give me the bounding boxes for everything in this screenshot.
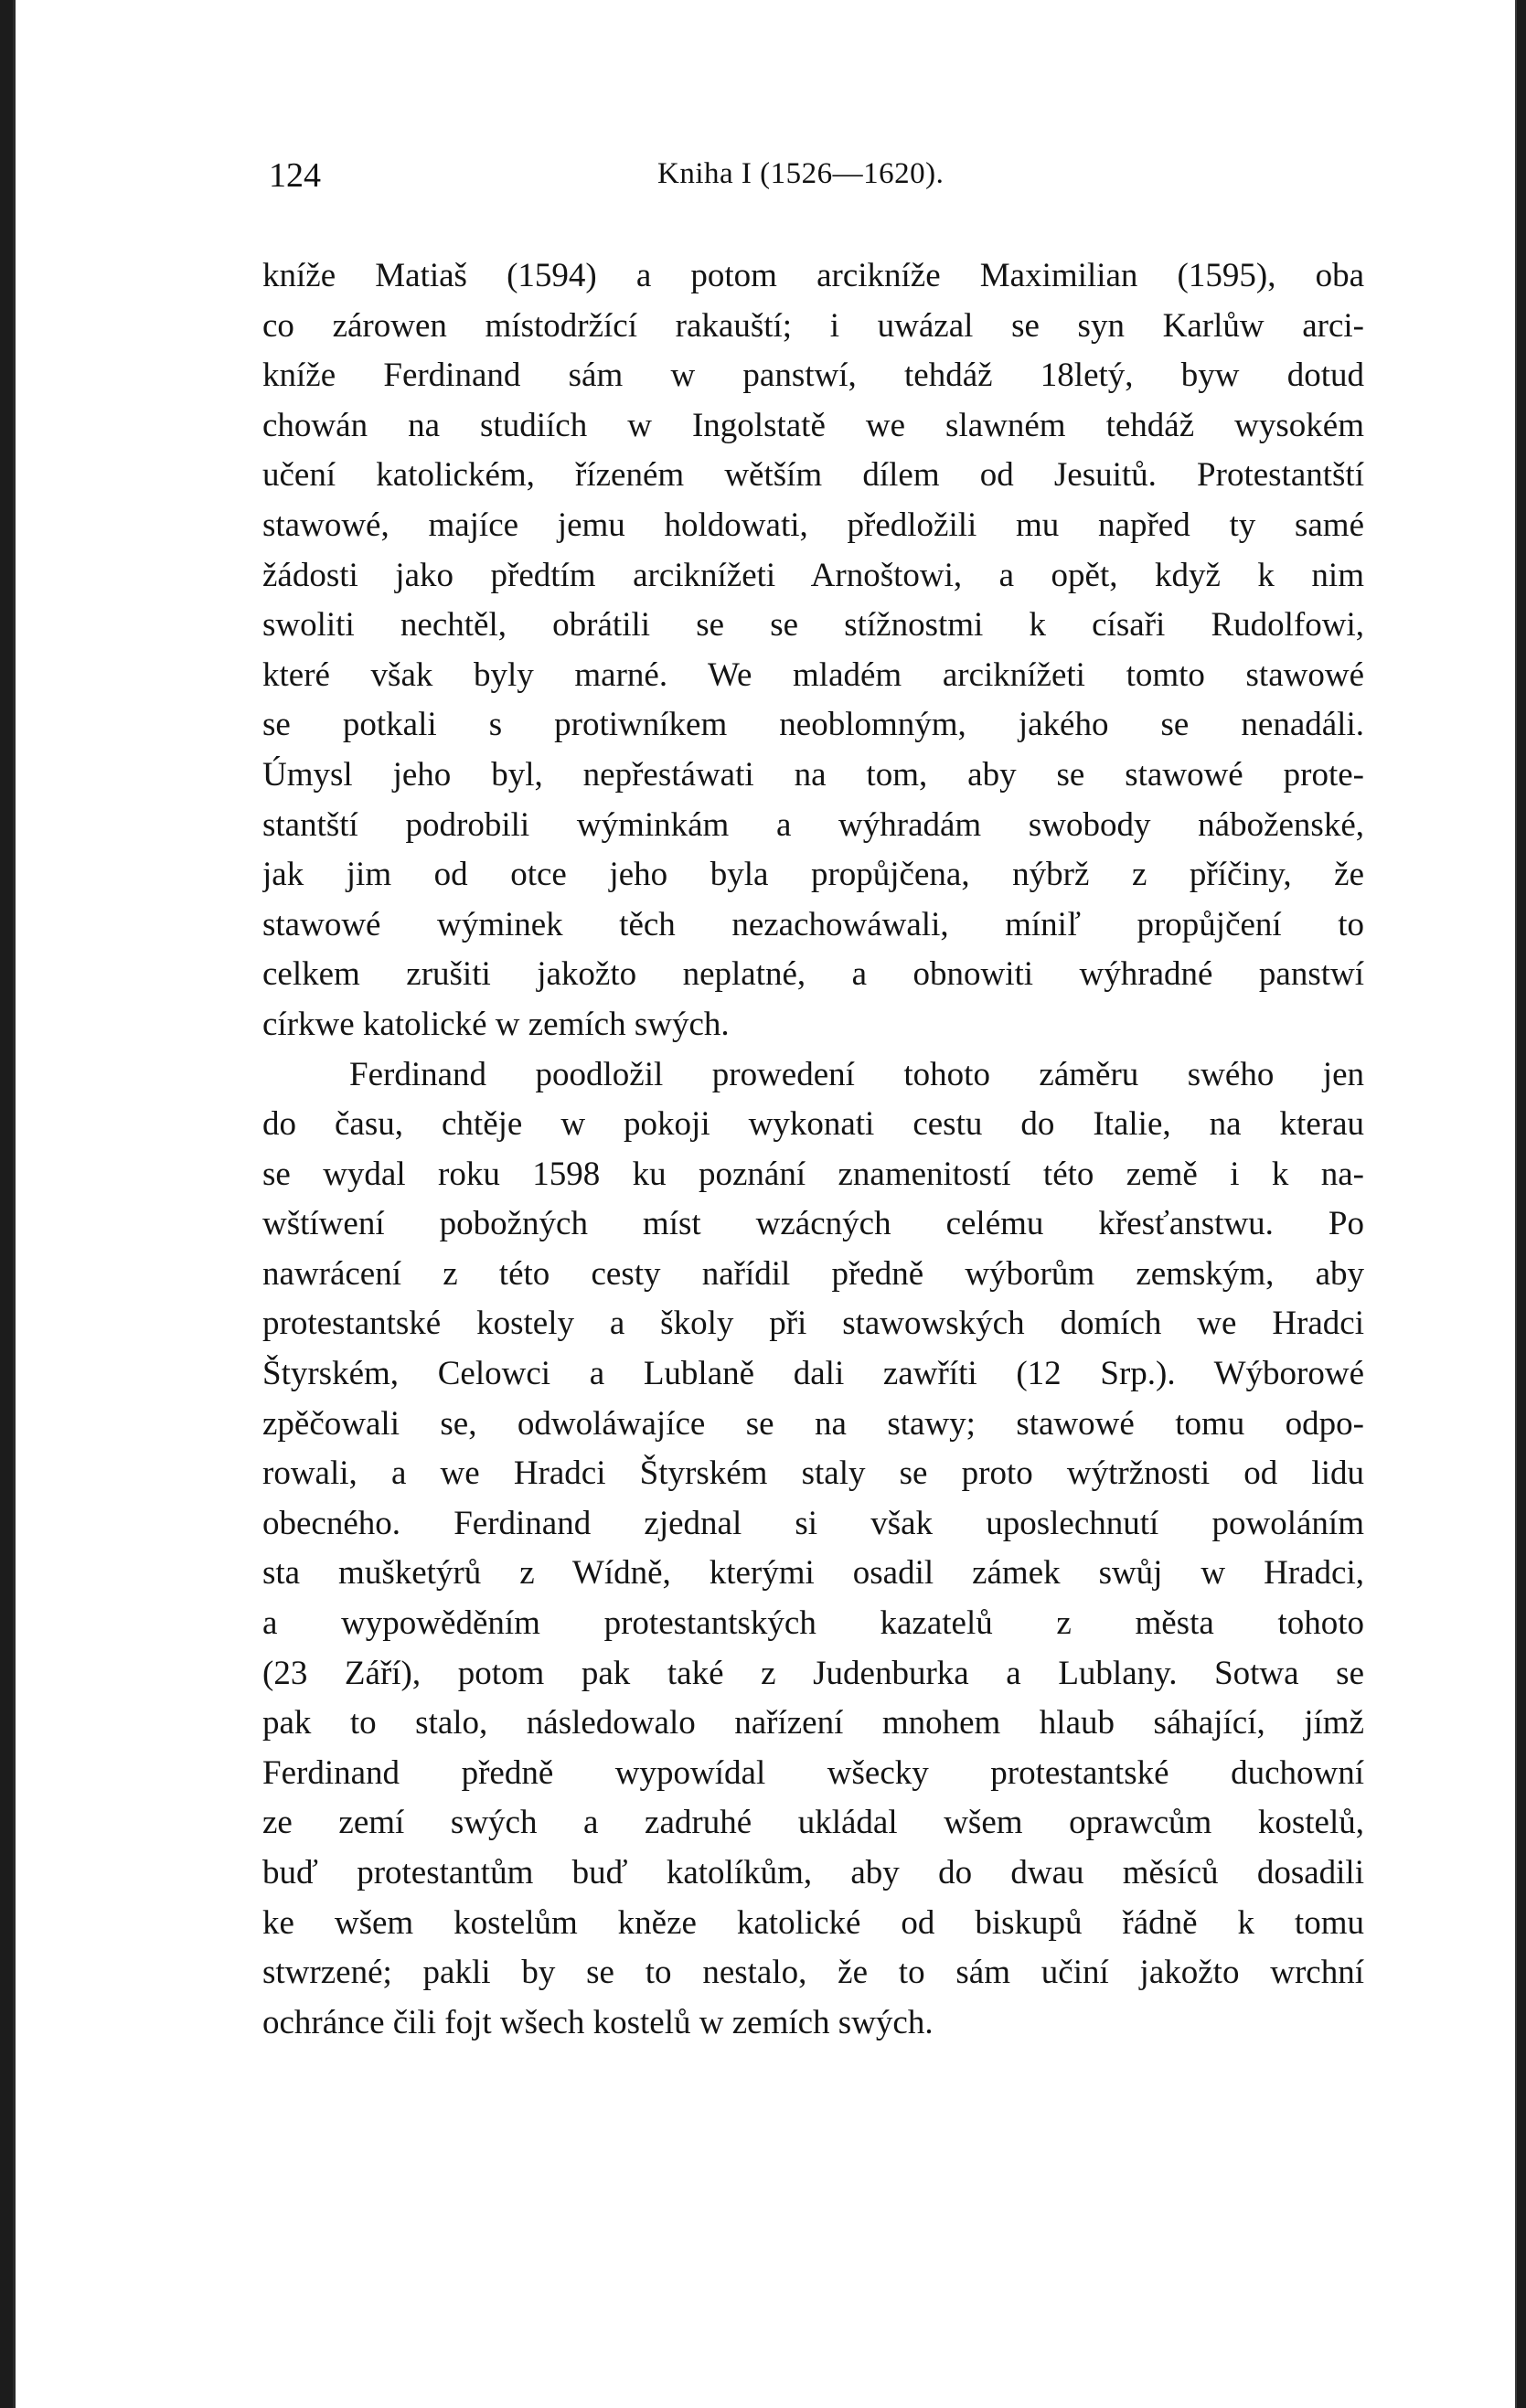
text-line: ke wšem kostelům kněze katolické od biskupů řádně k tomu xyxy=(262,1903,1364,1942)
text-line: pak to stalo, následowalo nařízení mnohem hlaub sáhající, jímž xyxy=(262,1704,1364,1742)
text-line: buď protestantům buď katolíkům, aby do dwau měsíců dosadili xyxy=(262,1854,1364,1891)
text-line: wštíwení pobožných míst wzácných celému křesťanstwu. Po xyxy=(262,1205,1364,1243)
text-line: Ferdinand poodložil prowedení tohoto záměru swého jen xyxy=(349,1055,1364,1093)
text-line: žádosti jako předtím arciknížeti Arnoštowi, a opět, když k nim xyxy=(262,556,1364,594)
text-line: Ferdinand předně wypowídal wšecky protestantské duchowní xyxy=(262,1753,1364,1792)
text-line: a wypowěděním protestantských kazatelů z města tohoto xyxy=(262,1604,1364,1643)
page-header xyxy=(249,155,1364,210)
book-page xyxy=(13,0,1517,2408)
text-line: rowali, a we Hradci Štyrském staly se proto wýtržnosti od lidu xyxy=(262,1454,1364,1493)
text-line: se wydal roku 1598 ku poznání znamenitostí této země i k na- xyxy=(262,1155,1364,1193)
text-line: co zárowen místodržící rakauští; i uwázal se syn Karlůw arci- xyxy=(262,306,1364,345)
text-line: které však byly marné. We mladém arciknížeti tomto stawowé xyxy=(262,655,1364,694)
text-line: chowán na studiích w Ingolstatě we slawném tehdáž wysokém xyxy=(262,406,1364,444)
text-line: protestantské kostely a školy při stawowských domích we Hradci xyxy=(262,1305,1364,1343)
text-line: jak jim od otce jeho byla propůjčena, nýbrž z příčiny, že xyxy=(262,856,1364,894)
text-line: stantští podrobili wýminkám a wýhradám swobody náboženské, xyxy=(262,805,1364,844)
text-line: do času, chtěje w pokoji wykonati cestu do Italie, na kterau xyxy=(262,1105,1364,1144)
text-line: sta mušketýrů z Wídně, kterými osadil zámek swůj w Hradci, xyxy=(262,1554,1364,1593)
text-line: obecného. Ferdinand zjednal si však uposlechnutí powoláním xyxy=(262,1504,1364,1542)
paragraph-1 xyxy=(262,251,1364,1050)
text-line: (23 Září), potom pak také z Judenburka a Lublany. Sotwa se xyxy=(262,1654,1364,1692)
text-line: církwe katolické w zemích swých. xyxy=(262,1005,730,1043)
text-line: učení katolickém, řízeném wětším dílem od Jesuitů. Protestantští xyxy=(262,456,1364,495)
paragraph-2 xyxy=(262,1050,1364,2049)
text-line: kníže Matiaš (1594) a potom arcikníže Maximilian (1595), oba xyxy=(262,257,1364,294)
text-line: swoliti nechtěl, obrátili se se stížnostmi k císaři Rudolfowi, xyxy=(262,606,1364,645)
text-line: stawowé wýminek těch nezachowáwali, míniľ propůjčení to xyxy=(262,905,1364,943)
text-line: se potkali s protiwníkem neoblomným, jakého se nenadáli. xyxy=(262,706,1364,744)
text-line: Úmysl jeho byl, nepřestáwati na tom, aby se stawowé prote- xyxy=(262,755,1364,794)
text-line: Štyrském, Celowci a Lublaně dali zawříti (12 Srp.). Wýborowé xyxy=(262,1355,1364,1393)
text-line: ze zemí swých a zadruhé ukládal wšem oprawcům kostelů, xyxy=(262,1804,1364,1842)
page-number: 124 xyxy=(269,156,321,195)
body-text xyxy=(262,251,1364,2048)
text-line: ochránce čili fojt wšech kostelů w zemích swých. xyxy=(262,2003,934,2041)
text-line: zpěčowali se, odwoláwajíce se na stawy; stawowé tomu odpo- xyxy=(262,1404,1364,1443)
text-line: stawowé, majíce jemu holdowati, předložili mu napřed ty samé xyxy=(262,506,1364,544)
text-line: celkem zrušiti jakožto neplatné, a obnowiti wýhradné panstwí xyxy=(262,955,1364,994)
text-line: kníže Ferdinand sám w panstwí, tehdáž 18letý, byw dotud xyxy=(262,357,1364,395)
text-line: nawrácení z této cesty nařídil předně wýborům zemským, aby xyxy=(262,1254,1364,1293)
text-line: stwrzené; pakli by se to nestalo, že to sám učiní jakožto wrchní xyxy=(262,1954,1364,1992)
running-title: Kniha I (1526—1620). xyxy=(657,157,944,190)
